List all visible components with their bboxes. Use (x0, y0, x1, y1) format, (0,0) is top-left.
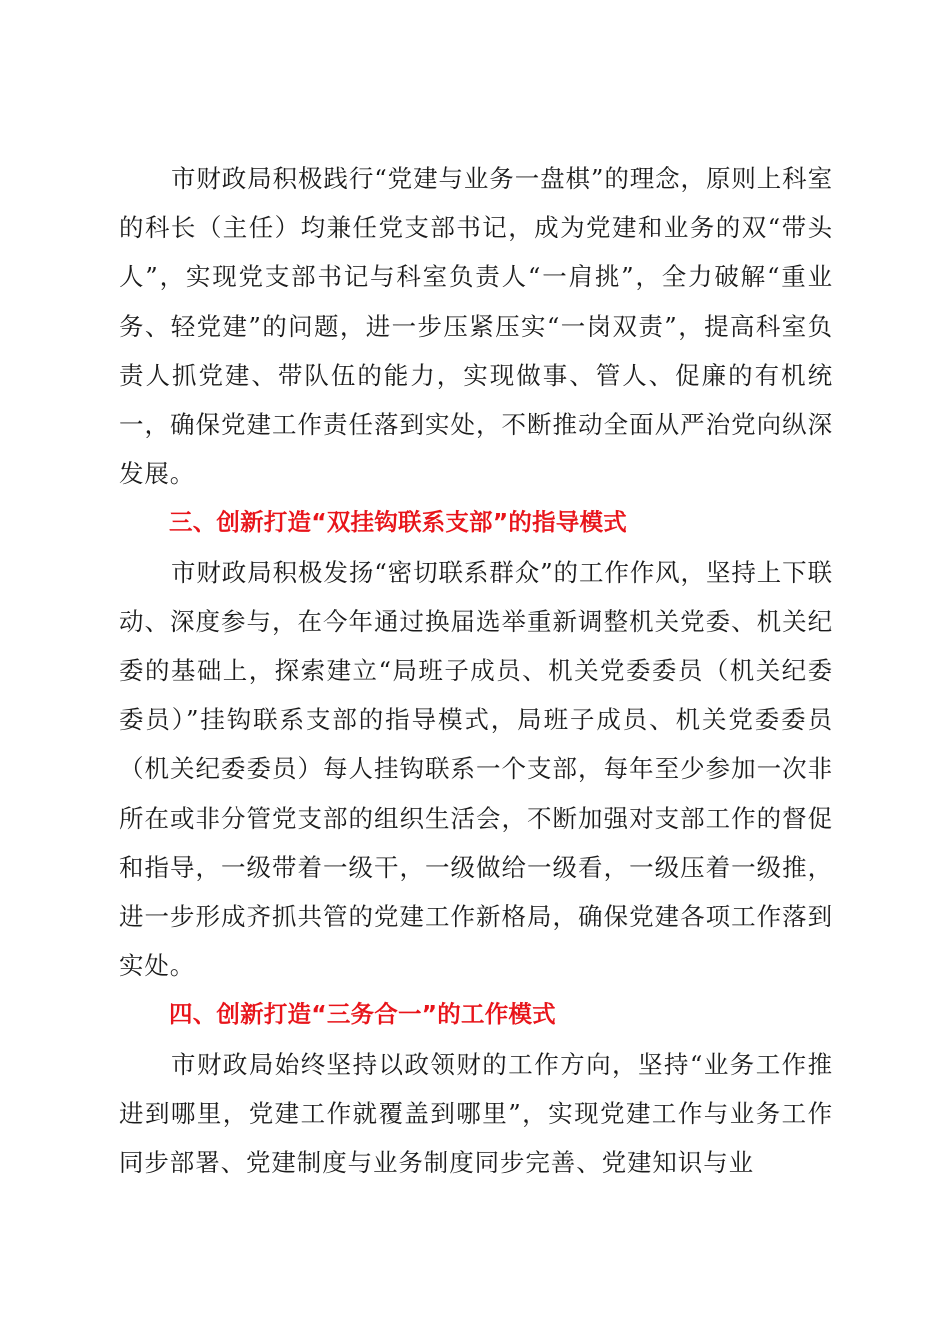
paragraph-three-in-one: 市财政局始终坚持以政领财的工作方向，坚持“业务工作推进到哪里，党建工作就覆盖到哪里”，实现党建工作与业务工作同步部署、党建制度与业务制度同步完善、党建知识与业 (119, 1049, 833, 1178)
section-heading-3: 三、创新打造“双挂钩联系支部”的指导模式 (169, 508, 627, 537)
paragraph-liaison-model: 市财政局积极发扬“密切联系群众”的工作作风，坚持上下联动、深度参与，在今年通过换届选举重新调整机关党委、机关纪委的基础上，探索建立“局班子成员、机关党委委员（机关纪委委员）”挂钩联系支部的指导模式，局班子成员、机关党委委员（机关纪委委员）每人挂钩联系一个支部，每年至少参加一次非所在或非分管党支部的组织生活会，不断加强对支部工作的督促和指导，一级带着一级干，一级做给一级看，一级压着一级推，进一步形成齐抓共管的党建工作新格局，确保党建各项工作落到实处。 (119, 557, 833, 981)
document-body (119, 154, 833, 1187)
section-heading-4: 四、创新打造“三务合一”的工作模式 (169, 1000, 556, 1029)
paragraph-responsibility: 市财政局积极践行“党建与业务一盘棋”的理念，原则上科室的科长（主任）均兼任党支部书记，成为党建和业务的双“带头人”，实现党支部书记与科室负责人“一肩挑”，全力破解“重业务、轻党建”的问题，进一步压紧压实“一岗双责”，提高科室负责人抓党建、带队伍的能力，实现做事、管人、促廉的有机统一，确保党建工作责任落到实处，不断推动全面从严治党向纵深发展。 (119, 164, 833, 489)
